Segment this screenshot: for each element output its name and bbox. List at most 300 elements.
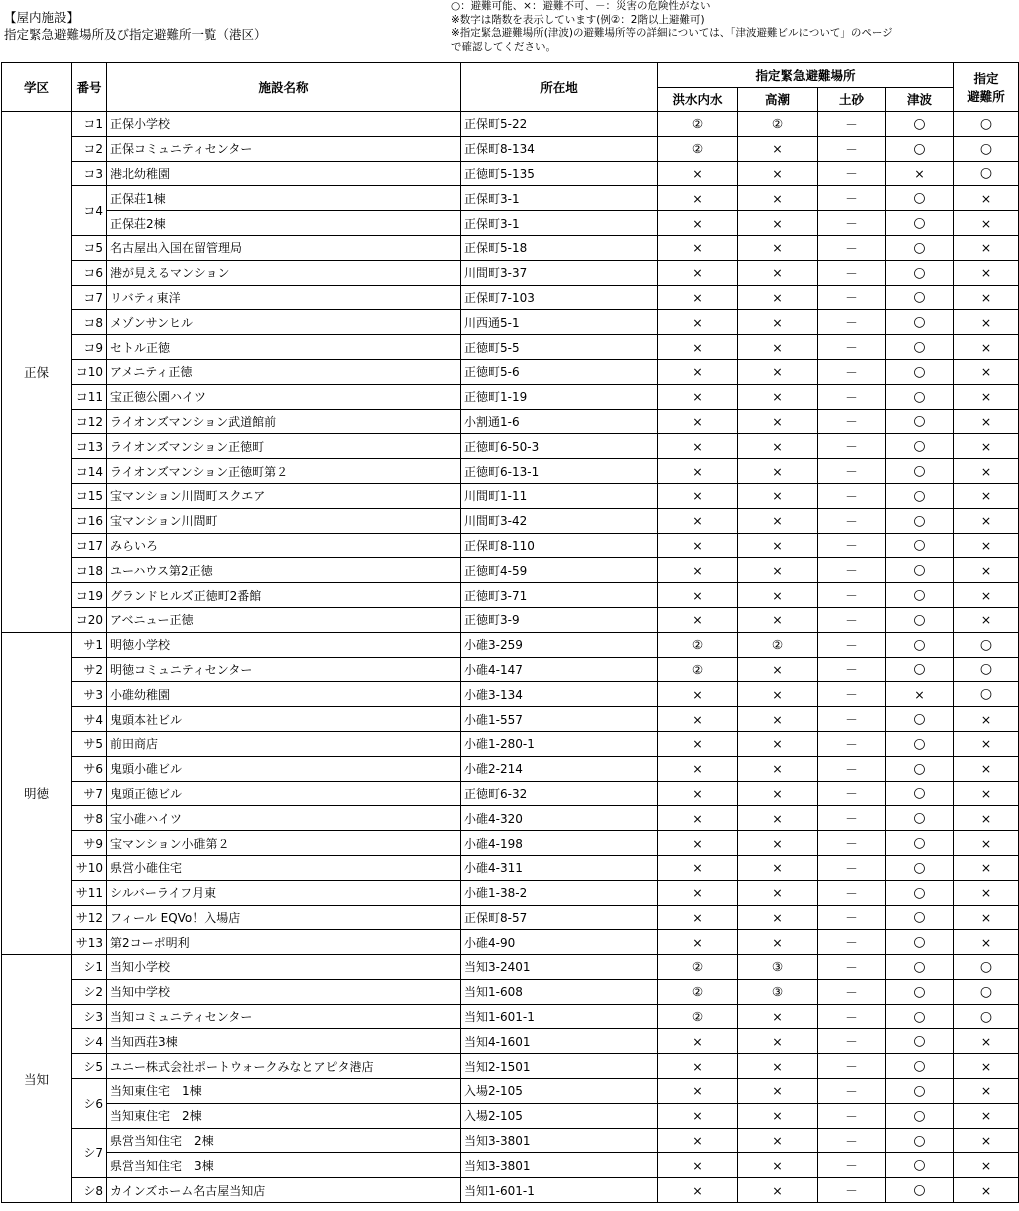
flood-mark: × bbox=[658, 855, 738, 880]
facility-name-cell: 正保小学校 bbox=[107, 112, 461, 137]
table-row bbox=[2, 930, 1019, 955]
facility-number-cell: コ10 bbox=[72, 359, 107, 384]
flood-mark: × bbox=[658, 310, 738, 335]
flood-mark: ② bbox=[658, 632, 738, 657]
landslide-mark: － bbox=[818, 707, 886, 732]
landslide-mark: － bbox=[818, 483, 886, 508]
table-row bbox=[2, 483, 1019, 508]
table-row bbox=[2, 136, 1019, 161]
storm-surge-mark: × bbox=[738, 235, 818, 260]
facility-name-cell: セトル正徳 bbox=[107, 335, 461, 360]
facility-name-cell: アベニュー正徳 bbox=[107, 607, 461, 632]
shelter-mark: × bbox=[954, 335, 1019, 360]
tsunami-mark: ○ bbox=[886, 211, 954, 236]
storm-surge-mark: × bbox=[738, 459, 818, 484]
landslide-mark: － bbox=[818, 310, 886, 335]
table-row bbox=[2, 979, 1019, 1004]
col-header-flood: 洪水内水 bbox=[658, 87, 738, 112]
flood-mark: × bbox=[658, 459, 738, 484]
facility-name-cell: メゾンサンヒル bbox=[107, 310, 461, 335]
facility-name-cell: 当知小学校 bbox=[107, 955, 461, 980]
facility-number-cell: コ12 bbox=[72, 409, 107, 434]
storm-surge-mark: × bbox=[738, 583, 818, 608]
storm-surge-mark: × bbox=[738, 781, 818, 806]
flood-mark: ② bbox=[658, 112, 738, 137]
storm-surge-mark: × bbox=[738, 607, 818, 632]
table-row bbox=[2, 657, 1019, 682]
facility-number-cell: コ1 bbox=[72, 112, 107, 137]
address-cell: 川間町3-37 bbox=[461, 260, 658, 285]
shelter-mark: ○ bbox=[954, 955, 1019, 980]
facility-name-cell: 当知中学校 bbox=[107, 979, 461, 1004]
shelter-mark: × bbox=[954, 260, 1019, 285]
tsunami-mark: ○ bbox=[886, 1153, 954, 1178]
flood-mark: × bbox=[658, 186, 738, 211]
facility-name-cell: 明徳小学校 bbox=[107, 632, 461, 657]
table-row bbox=[2, 409, 1019, 434]
tsunami-mark: ○ bbox=[886, 1004, 954, 1029]
legend-note: ○：避難可能、×：避難不可、－：災害の危険性がない bbox=[451, 0, 711, 12]
shelter-mark: × bbox=[954, 1103, 1019, 1128]
address-cell: 当知3-2401 bbox=[461, 955, 658, 980]
landslide-mark: － bbox=[818, 756, 886, 781]
tsunami-mark: ○ bbox=[886, 459, 954, 484]
address-cell: 入場2-105 bbox=[461, 1103, 658, 1128]
col-header-tsunami: 津波 bbox=[886, 87, 954, 112]
storm-surge-mark: × bbox=[738, 905, 818, 930]
address-cell: 正徳町6-32 bbox=[461, 781, 658, 806]
col-header-storm-surge: 高潮 bbox=[738, 87, 818, 112]
address-cell: 正保町3-1 bbox=[461, 186, 658, 211]
school-district-cell: 明徳 bbox=[2, 632, 72, 954]
facility-name-cell: 正保コミュニティセンター bbox=[107, 136, 461, 161]
facility-number-cell: コ11 bbox=[72, 384, 107, 409]
flood-mark: × bbox=[658, 682, 738, 707]
shelter-mark: × bbox=[954, 533, 1019, 558]
table-row bbox=[2, 806, 1019, 831]
flood-mark: × bbox=[658, 1128, 738, 1153]
flood-mark: × bbox=[658, 1153, 738, 1178]
facility-name-cell: フィール EQVo！入場店 bbox=[107, 905, 461, 930]
shelter-mark: × bbox=[954, 607, 1019, 632]
tsunami-mark: × bbox=[886, 682, 954, 707]
shelter-mark: × bbox=[954, 905, 1019, 930]
col-header-address: 所在地 bbox=[461, 63, 658, 112]
landslide-mark: － bbox=[818, 1079, 886, 1104]
facility-name-cell: 宝マンション川間町 bbox=[107, 508, 461, 533]
table-row bbox=[2, 880, 1019, 905]
tsunami-mark: ○ bbox=[886, 186, 954, 211]
table-row bbox=[2, 1178, 1019, 1203]
flood-mark: × bbox=[658, 1029, 738, 1054]
flood-mark: × bbox=[658, 384, 738, 409]
col-header-shelter-line1: 指定 bbox=[973, 71, 999, 86]
storm-surge-mark: × bbox=[738, 359, 818, 384]
table-row bbox=[2, 707, 1019, 732]
storm-surge-mark: × bbox=[738, 211, 818, 236]
address-cell: 小碓3-134 bbox=[461, 682, 658, 707]
address-cell: 小碓1-557 bbox=[461, 707, 658, 732]
landslide-mark: － bbox=[818, 161, 886, 186]
facility-number-cell: コ6 bbox=[72, 260, 107, 285]
school-district-cell: 当知 bbox=[2, 955, 72, 1203]
facility-name-cell: 鬼頭正徳ビル bbox=[107, 781, 461, 806]
facility-number-cell: コ19 bbox=[72, 583, 107, 608]
legend-note: で確認してください。 bbox=[451, 40, 556, 53]
tsunami-mark: ○ bbox=[886, 979, 954, 1004]
facility-name-cell: ライオンズマンション正徳町第２ bbox=[107, 459, 461, 484]
table-row bbox=[2, 1103, 1019, 1128]
tsunami-mark: ○ bbox=[886, 930, 954, 955]
col-header-school: 学区 bbox=[2, 63, 72, 112]
facility-name-cell: 鬼頭小碓ビル bbox=[107, 756, 461, 781]
table-row bbox=[2, 682, 1019, 707]
tsunami-mark: ○ bbox=[886, 1054, 954, 1079]
facility-name-cell: 当知東住宅 1棟 bbox=[107, 1079, 461, 1104]
flood-mark: × bbox=[658, 508, 738, 533]
shelter-mark: ○ bbox=[954, 682, 1019, 707]
flood-mark: × bbox=[658, 781, 738, 806]
landslide-mark: － bbox=[818, 979, 886, 1004]
landslide-mark: － bbox=[818, 235, 886, 260]
facility-name-cell: ユーハウス第2正徳 bbox=[107, 558, 461, 583]
tsunami-mark: ○ bbox=[886, 533, 954, 558]
shelter-mark: × bbox=[954, 806, 1019, 831]
shelter-mark: × bbox=[954, 781, 1019, 806]
storm-surge-mark: × bbox=[738, 1054, 818, 1079]
landslide-mark: － bbox=[818, 1153, 886, 1178]
landslide-mark: － bbox=[818, 1128, 886, 1153]
landslide-mark: － bbox=[818, 955, 886, 980]
document-header bbox=[4, 9, 267, 43]
shelter-mark: × bbox=[954, 508, 1019, 533]
tsunami-mark: ○ bbox=[886, 508, 954, 533]
shelter-mark: × bbox=[954, 1029, 1019, 1054]
shelter-mark: × bbox=[954, 310, 1019, 335]
tsunami-mark: ○ bbox=[886, 607, 954, 632]
flood-mark: × bbox=[658, 483, 738, 508]
shelter-mark: ○ bbox=[954, 136, 1019, 161]
facility-number-cell: コ18 bbox=[72, 558, 107, 583]
facility-number-cell: シ5 bbox=[72, 1054, 107, 1079]
landslide-mark: － bbox=[818, 136, 886, 161]
facility-name-cell: 当知コミュニティセンター bbox=[107, 1004, 461, 1029]
storm-surge-mark: × bbox=[738, 384, 818, 409]
landslide-mark: － bbox=[818, 583, 886, 608]
address-cell: 川西通5-1 bbox=[461, 310, 658, 335]
tsunami-mark: ○ bbox=[886, 434, 954, 459]
storm-surge-mark: ③ bbox=[738, 979, 818, 1004]
tsunami-mark: ○ bbox=[886, 285, 954, 310]
shelter-mark: × bbox=[954, 1079, 1019, 1104]
facility-number-cell: サ11 bbox=[72, 880, 107, 905]
landslide-mark: － bbox=[818, 533, 886, 558]
storm-surge-mark: × bbox=[738, 186, 818, 211]
table-row bbox=[2, 1153, 1019, 1178]
flood-mark: × bbox=[658, 1103, 738, 1128]
storm-surge-mark: ② bbox=[738, 632, 818, 657]
address-cell: 川間町1-11 bbox=[461, 483, 658, 508]
address-cell: 当知3-3801 bbox=[461, 1153, 658, 1178]
address-cell: 正徳町5-6 bbox=[461, 359, 658, 384]
facility-name-cell: 当知東住宅 2棟 bbox=[107, 1103, 461, 1128]
landslide-mark: － bbox=[818, 806, 886, 831]
address-cell: 小碓2-214 bbox=[461, 756, 658, 781]
shelter-mark: × bbox=[954, 211, 1019, 236]
flood-mark: × bbox=[658, 434, 738, 459]
col-header-shelter bbox=[954, 63, 1019, 112]
facility-number-cell: コ9 bbox=[72, 335, 107, 360]
storm-surge-mark: × bbox=[738, 285, 818, 310]
facility-number-cell: コ4 bbox=[72, 186, 107, 236]
address-cell: 小碓4-198 bbox=[461, 831, 658, 856]
table-row bbox=[2, 285, 1019, 310]
landslide-mark: － bbox=[818, 359, 886, 384]
address-cell: 当知1-601-1 bbox=[461, 1004, 658, 1029]
facility-number-cell: サ6 bbox=[72, 756, 107, 781]
storm-surge-mark: × bbox=[738, 335, 818, 360]
table-row bbox=[2, 756, 1019, 781]
facility-name-cell: リバティ東洋 bbox=[107, 285, 461, 310]
flood-mark: × bbox=[658, 211, 738, 236]
address-cell: 正保町8-57 bbox=[461, 905, 658, 930]
shelter-mark: × bbox=[954, 583, 1019, 608]
tsunami-mark: ○ bbox=[886, 483, 954, 508]
tsunami-mark: ○ bbox=[886, 558, 954, 583]
storm-surge-mark: × bbox=[738, 483, 818, 508]
table-row bbox=[2, 260, 1019, 285]
tsunami-mark: ○ bbox=[886, 310, 954, 335]
address-cell: 小碓4-147 bbox=[461, 657, 658, 682]
facility-name-cell: 宝正徳公園ハイツ bbox=[107, 384, 461, 409]
flood-mark: ② bbox=[658, 136, 738, 161]
tsunami-mark: ○ bbox=[886, 409, 954, 434]
flood-mark: × bbox=[658, 707, 738, 732]
landslide-mark: － bbox=[818, 558, 886, 583]
facility-name-cell: 県営当知住宅 2棟 bbox=[107, 1128, 461, 1153]
tsunami-mark: ○ bbox=[886, 335, 954, 360]
facility-name-cell: 正保荘1棟 bbox=[107, 186, 461, 211]
table-row bbox=[2, 508, 1019, 533]
flood-mark: × bbox=[658, 880, 738, 905]
address-cell: 当知2-1501 bbox=[461, 1054, 658, 1079]
facility-name-cell: 鬼頭本社ビル bbox=[107, 707, 461, 732]
address-cell: 正徳町6-50-3 bbox=[461, 434, 658, 459]
shelter-mark: × bbox=[954, 1178, 1019, 1203]
shelter-mark: × bbox=[954, 731, 1019, 756]
facility-name-cell: グランドヒルズ正徳町2番館 bbox=[107, 583, 461, 608]
tsunami-mark: ○ bbox=[886, 112, 954, 137]
shelter-mark: × bbox=[954, 409, 1019, 434]
facility-name-cell: 前田商店 bbox=[107, 731, 461, 756]
facility-name-cell: 当知西荘3棟 bbox=[107, 1029, 461, 1054]
facility-number-cell: コ14 bbox=[72, 459, 107, 484]
facility-number-cell: シ3 bbox=[72, 1004, 107, 1029]
flood-mark: × bbox=[658, 533, 738, 558]
landslide-mark: － bbox=[818, 211, 886, 236]
flood-mark: × bbox=[658, 806, 738, 831]
section-label: 【屋内施設】 bbox=[4, 10, 80, 25]
landslide-mark: － bbox=[818, 682, 886, 707]
facility-name-cell: カインズホーム名古屋当知店 bbox=[107, 1178, 461, 1203]
facility-number-cell: サ2 bbox=[72, 657, 107, 682]
address-cell: 正徳町4-59 bbox=[461, 558, 658, 583]
table-header bbox=[2, 63, 1019, 112]
tsunami-mark: ○ bbox=[886, 905, 954, 930]
shelter-mark: ○ bbox=[954, 161, 1019, 186]
shelter-mark: ○ bbox=[954, 632, 1019, 657]
address-cell: 小碓4-320 bbox=[461, 806, 658, 831]
facility-name-cell: 正保荘2棟 bbox=[107, 211, 461, 236]
storm-surge-mark: × bbox=[738, 930, 818, 955]
col-header-number: 番号 bbox=[72, 63, 107, 112]
table-row bbox=[2, 235, 1019, 260]
facility-number-cell: サ1 bbox=[72, 632, 107, 657]
storm-surge-mark: × bbox=[738, 831, 818, 856]
landslide-mark: － bbox=[818, 459, 886, 484]
address-cell: 小碓1-280-1 bbox=[461, 731, 658, 756]
storm-surge-mark: × bbox=[738, 161, 818, 186]
address-cell: 正徳町5-5 bbox=[461, 335, 658, 360]
address-cell: 小碓4-311 bbox=[461, 855, 658, 880]
address-cell: 正保町8-134 bbox=[461, 136, 658, 161]
storm-surge-mark: × bbox=[738, 657, 818, 682]
shelter-mark: × bbox=[954, 459, 1019, 484]
landslide-mark: － bbox=[818, 632, 886, 657]
table-row bbox=[2, 1029, 1019, 1054]
col-header-landslide: 土砂 bbox=[818, 87, 886, 112]
storm-surge-mark: ② bbox=[738, 112, 818, 137]
tsunami-mark: ○ bbox=[886, 1079, 954, 1104]
tsunami-mark: ○ bbox=[886, 1029, 954, 1054]
storm-surge-mark: × bbox=[738, 558, 818, 583]
table-row bbox=[2, 731, 1019, 756]
facility-name-cell: 港北幼稚園 bbox=[107, 161, 461, 186]
storm-surge-mark: × bbox=[738, 682, 818, 707]
address-cell: 正保町5-18 bbox=[461, 235, 658, 260]
address-cell: 川間町3-42 bbox=[461, 508, 658, 533]
col-header-emergency-group: 指定緊急避難場所 bbox=[658, 63, 954, 88]
address-cell: 正徳町6-13-1 bbox=[461, 459, 658, 484]
tsunami-mark: ○ bbox=[886, 707, 954, 732]
shelter-mark: × bbox=[954, 359, 1019, 384]
flood-mark: × bbox=[658, 831, 738, 856]
table-row bbox=[2, 310, 1019, 335]
shelter-mark: ○ bbox=[954, 112, 1019, 137]
table-row bbox=[2, 831, 1019, 856]
tsunami-mark: ○ bbox=[886, 806, 954, 831]
landslide-mark: － bbox=[818, 1004, 886, 1029]
flood-mark: × bbox=[658, 1079, 738, 1104]
landslide-mark: － bbox=[818, 409, 886, 434]
shelter-mark: × bbox=[954, 558, 1019, 583]
flood-mark: × bbox=[658, 285, 738, 310]
tsunami-mark: ○ bbox=[886, 260, 954, 285]
shelter-mark: × bbox=[954, 831, 1019, 856]
storm-surge-mark: × bbox=[738, 806, 818, 831]
flood-mark: × bbox=[658, 731, 738, 756]
facility-number-cell: コ16 bbox=[72, 508, 107, 533]
facility-name-cell: ライオンズマンション正徳町 bbox=[107, 434, 461, 459]
storm-surge-mark: × bbox=[738, 731, 818, 756]
shelter-mark: × bbox=[954, 855, 1019, 880]
table-row bbox=[2, 1004, 1019, 1029]
address-cell: 小碓4-90 bbox=[461, 930, 658, 955]
table-row bbox=[2, 607, 1019, 632]
address-cell: 正保町5-22 bbox=[461, 112, 658, 137]
landslide-mark: － bbox=[818, 831, 886, 856]
flood-mark: × bbox=[658, 335, 738, 360]
address-cell: 正徳町1-19 bbox=[461, 384, 658, 409]
facility-name-cell: 県営当知住宅 3棟 bbox=[107, 1153, 461, 1178]
landslide-mark: － bbox=[818, 855, 886, 880]
facility-number-cell: シ1 bbox=[72, 955, 107, 980]
address-cell: 小碓3-259 bbox=[461, 632, 658, 657]
tsunami-mark: ○ bbox=[886, 756, 954, 781]
facility-number-cell: シ6 bbox=[72, 1079, 107, 1129]
tsunami-mark: ○ bbox=[886, 955, 954, 980]
table-row bbox=[2, 384, 1019, 409]
address-cell: 当知3-3801 bbox=[461, 1128, 658, 1153]
storm-surge-mark: × bbox=[738, 260, 818, 285]
storm-surge-mark: × bbox=[738, 409, 818, 434]
shelter-mark: × bbox=[954, 434, 1019, 459]
flood-mark: × bbox=[658, 1054, 738, 1079]
shelter-mark: × bbox=[954, 384, 1019, 409]
storm-surge-mark: × bbox=[738, 1103, 818, 1128]
shelter-mark: ○ bbox=[954, 979, 1019, 1004]
flood-mark: ② bbox=[658, 1004, 738, 1029]
storm-surge-mark: × bbox=[738, 434, 818, 459]
landslide-mark: － bbox=[818, 260, 886, 285]
legend-note: ※数字は階数を表示しています(例②：2階以上避難可) bbox=[451, 13, 705, 26]
tsunami-mark: ○ bbox=[886, 1103, 954, 1128]
address-cell: 正徳町3-9 bbox=[461, 607, 658, 632]
flood-mark: × bbox=[658, 930, 738, 955]
landslide-mark: － bbox=[818, 657, 886, 682]
flood-mark: × bbox=[658, 756, 738, 781]
table-row bbox=[2, 955, 1019, 980]
facility-number-cell: シ7 bbox=[72, 1128, 107, 1178]
landslide-mark: － bbox=[818, 1029, 886, 1054]
table-row bbox=[2, 434, 1019, 459]
table-row bbox=[2, 1079, 1019, 1104]
address-cell: 当知4-1601 bbox=[461, 1029, 658, 1054]
flood-mark: ② bbox=[658, 657, 738, 682]
landslide-mark: － bbox=[818, 335, 886, 360]
table-row bbox=[2, 211, 1019, 236]
tsunami-mark: ○ bbox=[886, 1178, 954, 1203]
landslide-mark: － bbox=[818, 607, 886, 632]
storm-surge-mark: × bbox=[738, 1079, 818, 1104]
landslide-mark: － bbox=[818, 781, 886, 806]
facility-name-cell: 名古屋出入国在留管理局 bbox=[107, 235, 461, 260]
tsunami-mark: ○ bbox=[886, 359, 954, 384]
tsunami-mark: ○ bbox=[886, 1128, 954, 1153]
evacuation-table bbox=[1, 62, 1019, 1203]
shelter-mark: × bbox=[954, 483, 1019, 508]
landslide-mark: － bbox=[818, 1178, 886, 1203]
shelter-mark: ○ bbox=[954, 1004, 1019, 1029]
facility-number-cell: コ20 bbox=[72, 607, 107, 632]
landslide-mark: － bbox=[818, 112, 886, 137]
legend-notes bbox=[451, 0, 1017, 54]
landslide-mark: － bbox=[818, 880, 886, 905]
col-header-name: 施設名称 bbox=[107, 63, 461, 112]
landslide-mark: － bbox=[818, 186, 886, 211]
address-cell: 正保町8-110 bbox=[461, 533, 658, 558]
flood-mark: × bbox=[658, 1178, 738, 1203]
